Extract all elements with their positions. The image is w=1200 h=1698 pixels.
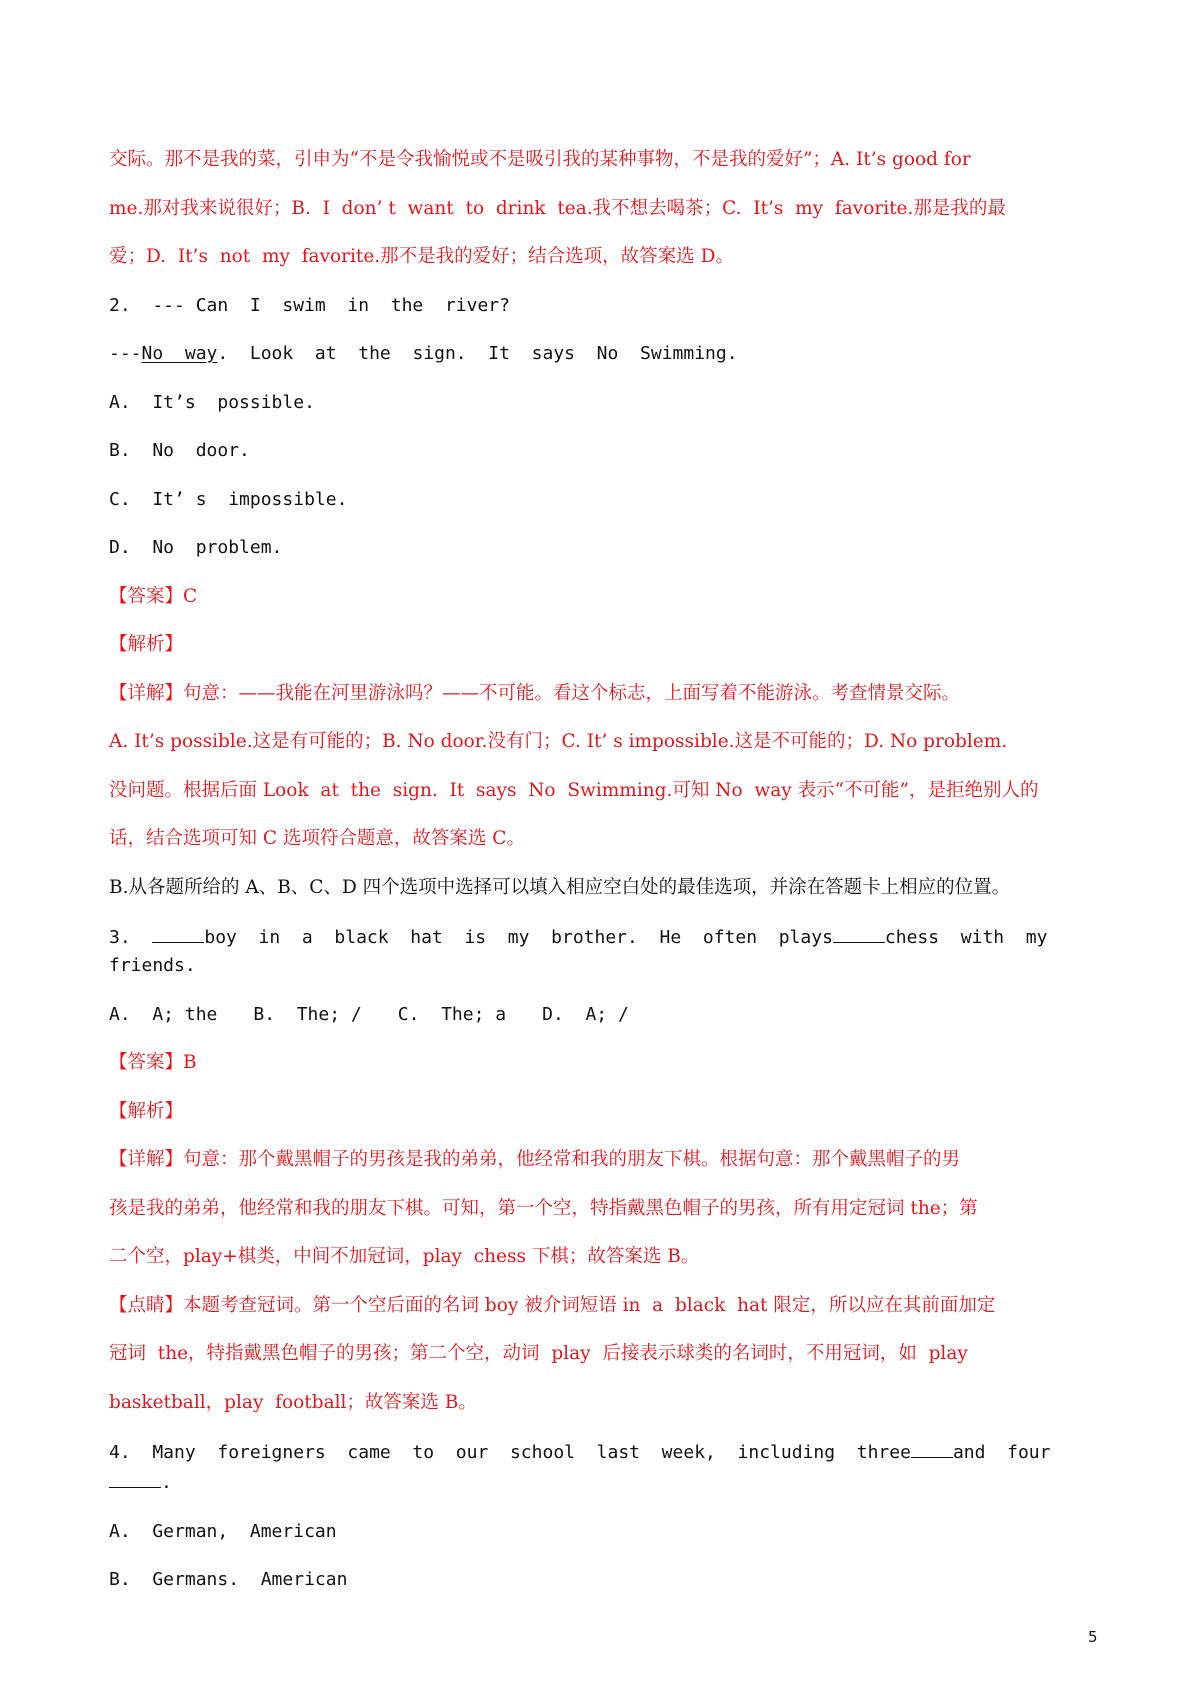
answer-blank-1 — [911, 1437, 953, 1458]
question-4-option-b: B. Germans. American — [109, 1569, 348, 1590]
question-number: 3. — [109, 927, 153, 948]
detail-text: 句意：——我能在河里游泳吗？——不可能。看这个标志，上面写着不能游泳。考查情景交际。 — [183, 682, 961, 704]
question-2-detail-line-1 — [109, 680, 1101, 708]
question-2-detail-line-3: 没问题。根据后面 Look at the sign. It says No Swimming.可知 No way 表示“不可能”，是拒绝别人的 — [109, 779, 1039, 801]
answer-blank-2 — [833, 922, 885, 943]
stem-part-3: . — [161, 1472, 172, 1493]
question-3-detail-line-3: 二个空，play+棋类，中间不加冠词，play chess 下棋；故答案选 B。 — [109, 1246, 700, 1267]
stem-part-2: and four — [952, 1442, 1051, 1463]
reply-rest: . Look at the sign. It says No Swimming. — [217, 343, 738, 364]
question-4-option-a: A. German, American — [109, 1520, 337, 1542]
stem-part-1: boy in a black hat is my brother. He often plays — [204, 927, 833, 948]
question-3-point-line-2: 冠词 the，特指戴黑色帽子的男孩；第二个空，动词 play 后接表示球类的名词时，不用冠词，如 play — [109, 1343, 968, 1364]
question-2-option-c: C. It’ s impossible. — [109, 488, 348, 510]
question-2-answer — [109, 583, 1101, 611]
question-3-point-line-1 — [109, 1292, 1101, 1320]
option-a: A. A; the — [109, 1003, 218, 1025]
question-3-detail-line-1 — [109, 1146, 1101, 1174]
detail-label: 【详解】 — [109, 682, 184, 704]
question-2-option-b: B. No door. — [109, 440, 250, 461]
reply-prefix: --- — [109, 343, 142, 364]
question-2-analysis-label: 【解析】 — [109, 634, 184, 655]
question-3-point-line-3: basketball，play football；故答案选 B。 — [109, 1391, 477, 1413]
question-3-answer — [109, 1049, 1101, 1077]
detail-text: 句意：那个戴黑帽子的男孩是我的弟弟，他经常和我的朋友下棋。根据句意：那个戴黑帽子的男 — [183, 1149, 961, 1170]
prev-explanation-line-1: 交际。那不是我的菜，引申为“不是令我愉悦或不是吸引我的某种事物，不是我的爱好”；A. It’s good for — [109, 149, 971, 170]
question-3-stem — [109, 922, 1101, 980]
detail-label: 【详解】 — [109, 1149, 184, 1170]
option-d: D. A; / — [542, 1003, 629, 1025]
stem-part-1: 4. Many foreigners came to our school last week, including three — [109, 1442, 911, 1463]
section-b-instructions: B.从各题所给的 A、B、C、D 四个选项中选择可以填入相应空白处的最佳选项，并涂在答题卡上相应的位置。 — [109, 876, 1011, 898]
stem-part-2: chess with my friends. — [109, 927, 1070, 976]
option-c: C. The; a — [397, 1003, 507, 1025]
answer-value: C — [183, 585, 198, 607]
question-3-detail-line-2: 孩是我的弟弟，他经常和我的朋友下棋。可知，第一个空，特指戴黑色帽子的男孩，所有用定冠词 the；第 — [109, 1197, 978, 1219]
question-2-detail-line-2: A. It’s possible.这是有可能的；B. No door.没有门；C. It’ s impossible.这是不可能的；D. No problem. — [109, 731, 1008, 752]
question-4-stem — [109, 1437, 1101, 1497]
question-2-option-a: A. It’s possible. — [109, 391, 315, 413]
question-2-stem: 2. --- Can I swim in the river? — [109, 294, 510, 316]
prev-explanation-line-3: 爱；D. It’s not my favorite.那不是我的爱好；结合选项，故答案选 D。 — [109, 246, 734, 267]
point-label: 【点睛】 — [109, 1294, 184, 1316]
answer-label: 【答案】 — [109, 585, 184, 607]
question-2-option-d: D. No problem. — [109, 537, 283, 558]
option-b: B. The; / — [253, 1003, 362, 1025]
page-number: 5 — [1088, 1628, 1098, 1646]
page-content — [109, 146, 1101, 1615]
answer-blank-1 — [152, 922, 204, 943]
answer-label: 【答案】 — [109, 1052, 184, 1073]
answer-blank-2 — [109, 1467, 161, 1488]
underlined-phrase: No way — [141, 343, 218, 364]
prev-explanation-line-2: me.那对我来说很好；B. I don’ t want to drink tea.我不想去喝茶；C. It’s my favorite.那是我的最 — [109, 197, 1006, 219]
answer-value: B — [183, 1052, 197, 1073]
question-2-detail-line-4: 话，结合选项可知 C 选项符合题意，故答案选 C。 — [109, 828, 525, 849]
question-3-analysis-label: 【解析】 — [109, 1100, 184, 1122]
question-2-reply — [109, 340, 1101, 368]
question-3-options — [109, 1001, 1101, 1029]
point-text: 本题考查冠词。第一个空后面的名词 boy 被介词短语 in a black hat 限定，所以应在其前面加定 — [183, 1294, 996, 1316]
